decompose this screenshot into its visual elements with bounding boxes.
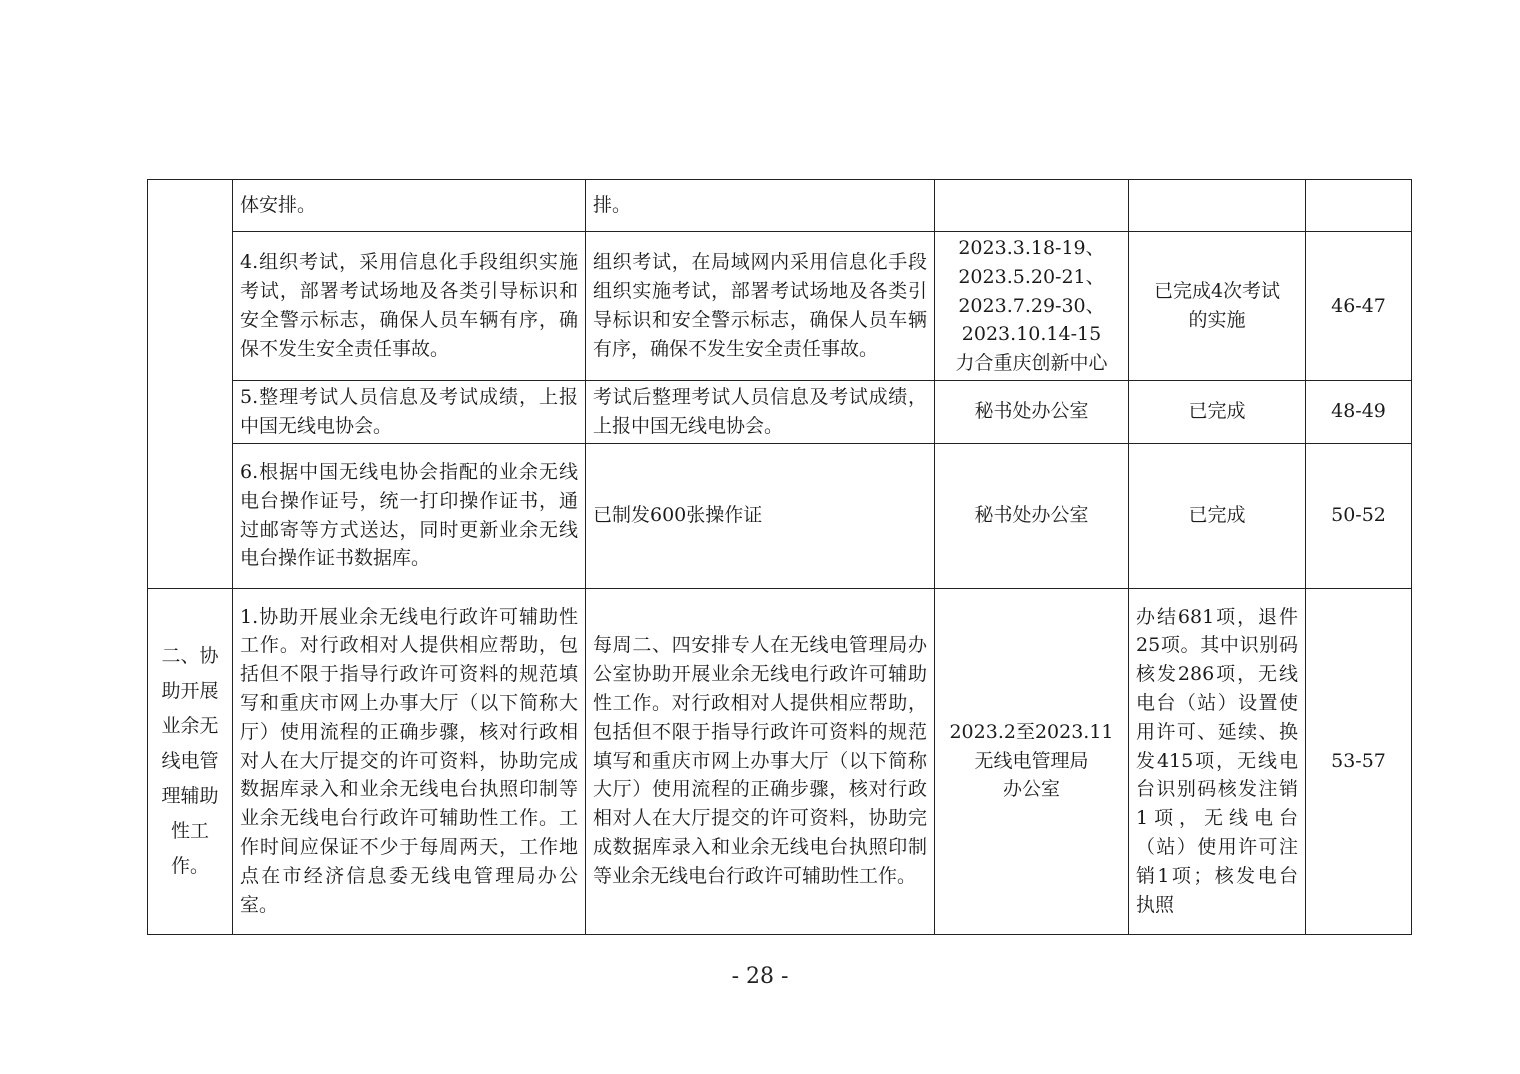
task-cell: 5.整理考试人员信息及考试成绩，上报中国无线电协会。 xyxy=(233,380,586,443)
category-cell-continued xyxy=(148,180,233,589)
time-place-line: 2023.7.29-30、 xyxy=(958,294,1105,317)
page-number: - 28 - xyxy=(731,964,789,989)
task-cell: 6.根据中国无线电协会指配的业余无线电台操作证号，统一打印操作证书，通过邮寄等方式送达，同时更新业余无线电台操作证书数据库。 xyxy=(233,443,586,588)
pages-cell xyxy=(1306,180,1412,232)
table-row xyxy=(148,443,1412,588)
task-cell: 1.协助开展业余无线电行政许可辅助性工作。对行政相对人提供相应帮助，包括但不限于指导行政许可资料的规范填写和重庆市网上办事大厅（以下简称大厅）使用流程的正确步骤，核对行政相对人在大厅提交的许可资料，协助完成数据库录入和业余无线电台执照印制等业余无线电台行政许可辅助性工作。工作时间应保证不少于每周两天，工作地点在市经济信息委无线电管理局办公室。 xyxy=(233,588,586,934)
task-cell: 体安排。 xyxy=(233,180,586,232)
pages-cell: 46-47 xyxy=(1306,232,1412,381)
time-place-cell xyxy=(935,443,1129,588)
status-cell: 办结681项，退件25项。其中识别码核发286项，无线电台（站）设置使用许可、延续、换发415项，无线电台识别码核发注销1项，无线电台（站）使用许可注销1项；核发电台执照 xyxy=(1129,588,1306,934)
task-cell: 4.组织考试，采用信息化手段组织实施考试，部署考试场地及各类引导标识和安全警示标志，确保人员车辆有序，确保不发生安全责任事故。 xyxy=(233,232,586,381)
work-report-table xyxy=(147,179,1412,935)
time-place-cell xyxy=(935,180,1129,232)
content-cell: 每周二、四安排专人在无线电管理局办公室协助开展业余无线电行政许可辅助性工作。对行政相对人提供相应帮助，包括但不限于指导行政许可资料的规范填写和重庆市网上办事大厅（以下简称大厅）使用流程的正确步骤，核对行政相对人在大厅提交的许可资料，协助完成数据库录入和业余无线电台执照印制等业余无线电台行政许可辅助性工作。 xyxy=(586,588,935,934)
table-row xyxy=(148,232,1412,381)
time-place-line: 2023.10.14-15 xyxy=(961,323,1102,346)
content-cell: 已制发600张操作证 xyxy=(586,443,935,588)
time-place-line: 秘书处办公室 xyxy=(974,400,1089,423)
content-cell: 考试后整理考试人员信息及考试成绩，上报中国无线电协会。 xyxy=(586,380,935,443)
time-place-line: 力合重庆创新中心 xyxy=(955,352,1108,375)
time-place-cell xyxy=(935,232,1129,381)
pages-cell: 50-52 xyxy=(1306,443,1412,588)
time-place-line: 2023.5.20-21、 xyxy=(958,265,1105,288)
time-place-line: 无线电管理局 xyxy=(974,749,1089,772)
status-cell: 已完成4次考试的实施 xyxy=(1129,232,1306,381)
content-cell: 组织考试，在局域网内采用信息化手段组织实施考试，部署考试场地及各类引导标识和安全警示标志，确保人员车辆有序，确保不发生安全责任事故。 xyxy=(586,232,935,381)
status-cell: 已完成 xyxy=(1129,443,1306,588)
pages-cell: 48-49 xyxy=(1306,380,1412,443)
table-row xyxy=(148,588,1412,934)
table-row xyxy=(148,380,1412,443)
category-cell: 二、协助开展业余无线电管理辅助性工作。 xyxy=(148,588,233,934)
time-place-line: 办公室 xyxy=(1002,778,1060,801)
time-place-line: 2023.2至2023.11 xyxy=(949,720,1114,743)
table-row xyxy=(148,180,1412,232)
time-place-cell xyxy=(935,588,1129,934)
content-cell: 排。 xyxy=(586,180,935,232)
pages-cell: 53-57 xyxy=(1306,588,1412,934)
status-cell xyxy=(1129,180,1306,232)
status-cell: 已完成 xyxy=(1129,380,1306,443)
time-place-line: 2023.3.18-19、 xyxy=(958,237,1105,259)
time-place-line: 秘书处办公室 xyxy=(974,504,1089,527)
time-place-cell xyxy=(935,380,1129,443)
